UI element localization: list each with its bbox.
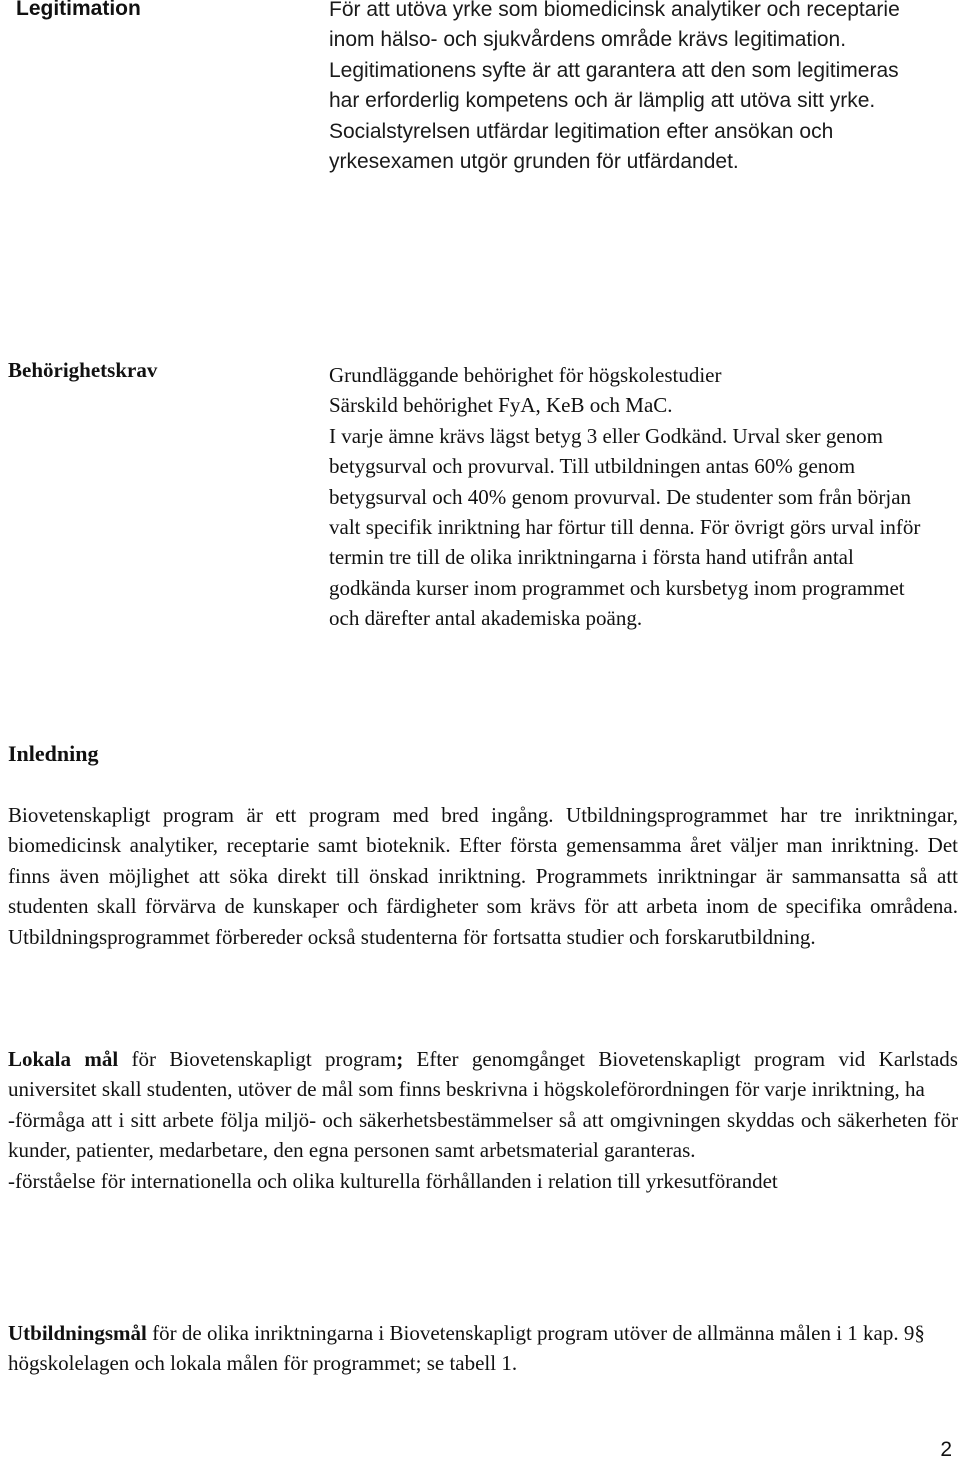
- behorighet-label: Behörighetskrav: [8, 358, 158, 382]
- utbildningsmal-text: för de olika inriktningarna i Biovetenskapligt program utöver de allmänna målen i 1 kap. 9§ högskolelagen och lokala målen för programmet; se tabell 1.: [8, 1321, 925, 1376]
- legitimation-label: Legitimation: [16, 0, 141, 20]
- lokala-mal-item-2: -förståelse för internationella och olika kulturella förhållanden i relation till yrkesutförandet: [8, 1168, 778, 1193]
- behorighet-line1: Grundläggande behörighet för högskolestudier: [329, 363, 722, 387]
- lokala-mal-intro-text: Efter genomgånget Biovetenskapligt program vid Karlstads universitet skall studenten, utöver de mål som finns beskrivna i högskoleförordningen för varje inriktning, ha: [8, 1047, 958, 1102]
- inledning-text: Biovetenskapligt program är ett program med bred ingång. Utbildningsprogrammet har tre inriktningar, biomedicinsk analytiker, receptarie samt bioteknik. Efter första gemensamma året väljer man inriktning. Det finns även möjlighet att söka direkt till önskad inriktning. Programmets inriktningar är sammansatta så att studenten skall förvärva de kunskaper och färdigheter som krävs för att arbeta inom de specifika områdena. Utbildningsprogrammet förbereder också studenterna för fortsatta studier och forskarutbildning.: [8, 803, 958, 949]
- utbildningsmal-section: [8, 1318, 958, 1379]
- behorighet-body: [329, 360, 939, 634]
- lokala-mal-bold-lead: Lokala mål: [8, 1047, 119, 1071]
- lokala-mal-intro: [8, 1044, 958, 1105]
- utbildningsmal-bold-lead: Utbildningsmål: [8, 1321, 147, 1345]
- lokala-mal-item-1: -förmåga att i sitt arbete följa miljö- och säkerhetsbestämmelser så att omgivningen skyddas och säkerheten för kunder, patienter, medarbetare, den egna personen samt arbetsmaterial garanteras.: [8, 1107, 958, 1163]
- legitimation-text: För att utöva yrke som biomedicinsk analytiker och receptarie inom hälso- och sjukvårdens område krävs legitimation. Legitimationens syfte är att garantera att den som legitimeras har erforderlig kompetens och är lämplig att utöva sitt yrke. Socialstyrelsen utfärdar legitimation efter ansökan och yrkesexamen utgör grunden för utfärdandet.: [329, 0, 900, 174]
- lokala-mal-semicolon: ;: [396, 1047, 404, 1071]
- lokala-mal-lead-rest: för Biovetenskapligt program: [118, 1047, 397, 1071]
- behorighet-line2: Särskild behörighet FyA, KeB och MaC.: [329, 393, 673, 418]
- utbildningsmal-paragraph: [8, 1318, 958, 1379]
- lokala-mal-section: [8, 1044, 958, 1196]
- inledning-heading: Inledning: [8, 741, 99, 766]
- inledning-paragraph: [8, 800, 958, 952]
- behorighet-text: I varje ämne krävs lägst betyg 3 eller Godkänd. Urval sker genom betygsurval och provurval. Till utbildningen antas 60% genom betygsurval och 40% genom provurval. De studenter som från början valt specifik inriktning har förtur till denna. För övrigt görs urval inför termin tre till de olika inriktningarna i första hand utifrån antal godkända kurser inom programmet och kursbetyg inom programmet och därefter antal akademiska poäng.: [329, 423, 921, 631]
- page-number: 2: [940, 1438, 952, 1461]
